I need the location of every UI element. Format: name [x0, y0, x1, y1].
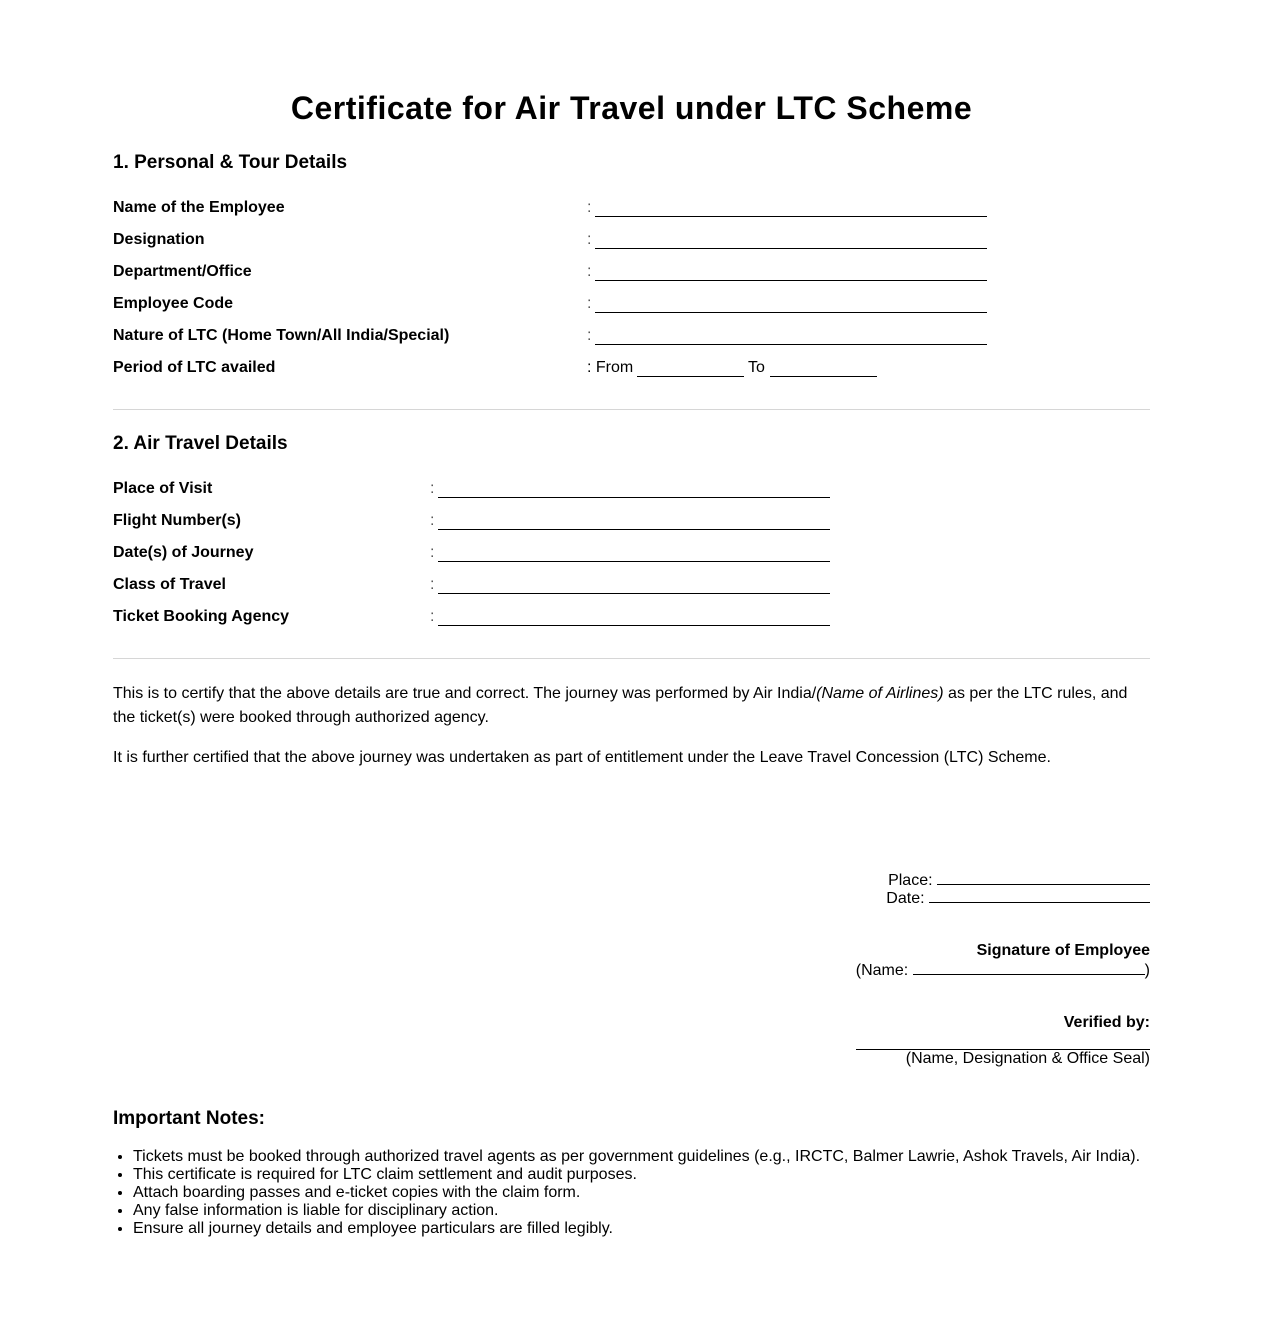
period-from-label: : From — [587, 359, 634, 376]
field-label: Department/Office — [113, 263, 252, 280]
field-label: Nature of LTC (Home Town/All India/Special) — [113, 327, 450, 344]
list-item: • Ensure all journey details and employee particulars are filled legibly. — [133, 1220, 1140, 1238]
department-blank[interactable] — [595, 280, 987, 281]
field-colon: : — [430, 512, 435, 529]
certification-paragraph-2: It is further certified that the above journey was undertaken as part of entitlement under the Leave Travel Concession (LTC) Scheme. — [113, 749, 1051, 766]
field-colon: : — [430, 544, 435, 561]
place-label: Place: — [888, 872, 933, 889]
list-item: • Any false information is liable for disciplinary action. — [133, 1202, 1140, 1220]
field-label: Employee Code — [113, 295, 234, 312]
field-colon: : — [430, 576, 435, 593]
dates-of-journey-blank[interactable] — [438, 561, 830, 562]
verified-by-label: Verified by: — [1063, 1014, 1150, 1031]
important-notes-heading: Important Notes: — [113, 1108, 265, 1129]
field-colon: : — [587, 263, 592, 280]
designation-blank[interactable] — [595, 248, 987, 249]
period-from-blank[interactable] — [637, 376, 744, 377]
list-item: • This certificate is required for LTC claim settlement and audit purposes. — [133, 1166, 1140, 1184]
booking-agency-blank[interactable] — [438, 625, 830, 626]
place-blank[interactable] — [937, 870, 1150, 885]
place-of-visit-blank[interactable] — [438, 497, 830, 498]
field-label: Flight Number(s) — [113, 512, 241, 529]
class-of-travel-blank[interactable] — [438, 593, 830, 594]
name-open-label: (Name: — [855, 962, 909, 979]
field-label: Designation — [113, 231, 205, 248]
list-item: • Tickets must be booked through authorized travel agents as per government guidelines (e.g., IRCTC, Balmer Lawrie, Ashok Travels, Air India). — [133, 1148, 1140, 1166]
field-label: Period of LTC availed — [113, 359, 276, 376]
signature-name-blank[interactable] — [913, 960, 1145, 975]
list-item: • Attach boarding passes and e-ticket copies with the claim form. — [133, 1184, 1140, 1202]
employee-name-blank[interactable] — [595, 216, 987, 217]
field-colon: : — [587, 327, 592, 344]
employee-name-line — [856, 960, 1150, 980]
name-close-label: ) — [1144, 962, 1150, 979]
field-colon: : — [430, 608, 435, 625]
employee-code-blank[interactable] — [595, 312, 987, 313]
section-divider — [113, 409, 1150, 410]
date-label: Date: — [886, 890, 925, 907]
field-colon: : — [587, 199, 592, 216]
certification-paragraph-1 — [113, 682, 1153, 730]
section-heading-personal-tour: 1. Personal & Tour Details — [113, 152, 348, 173]
field-label: Place of Visit — [113, 480, 213, 497]
place-line — [888, 870, 1150, 890]
cert-text: as per the LTC rules, and the ticket(s) were booked through authorized agency. — [113, 685, 1128, 726]
date-line — [886, 888, 1150, 908]
notes-list — [113, 1148, 1140, 1238]
flight-numbers-blank[interactable] — [438, 529, 830, 530]
airline-name-placeholder: (Name of Airlines) — [816, 685, 944, 702]
page-title: Certificate for Air Travel under LTC Scheme — [290, 90, 973, 126]
cert-text: This is to certify that the above details are true and correct. The journey was performed by Air India/ — [113, 685, 817, 702]
period-to-label: To — [748, 359, 765, 376]
field-colon: : — [587, 295, 592, 312]
field-label: Class of Travel — [113, 576, 226, 593]
period-to-blank[interactable] — [770, 376, 877, 377]
signature-of-employee-label: Signature of Employee — [976, 942, 1150, 959]
nature-of-ltc-blank[interactable] — [595, 344, 987, 345]
field-label: Name of the Employee — [113, 199, 285, 216]
field-colon: : — [430, 480, 435, 497]
section-divider — [113, 658, 1150, 659]
section-heading-air-travel: 2. Air Travel Details — [113, 433, 288, 454]
field-label: Date(s) of Journey — [113, 544, 254, 561]
field-label: Ticket Booking Agency — [113, 608, 290, 625]
verifier-caption: (Name, Designation & Office Seal) — [905, 1050, 1150, 1067]
date-blank[interactable] — [929, 888, 1150, 903]
field-colon: : — [587, 231, 592, 248]
